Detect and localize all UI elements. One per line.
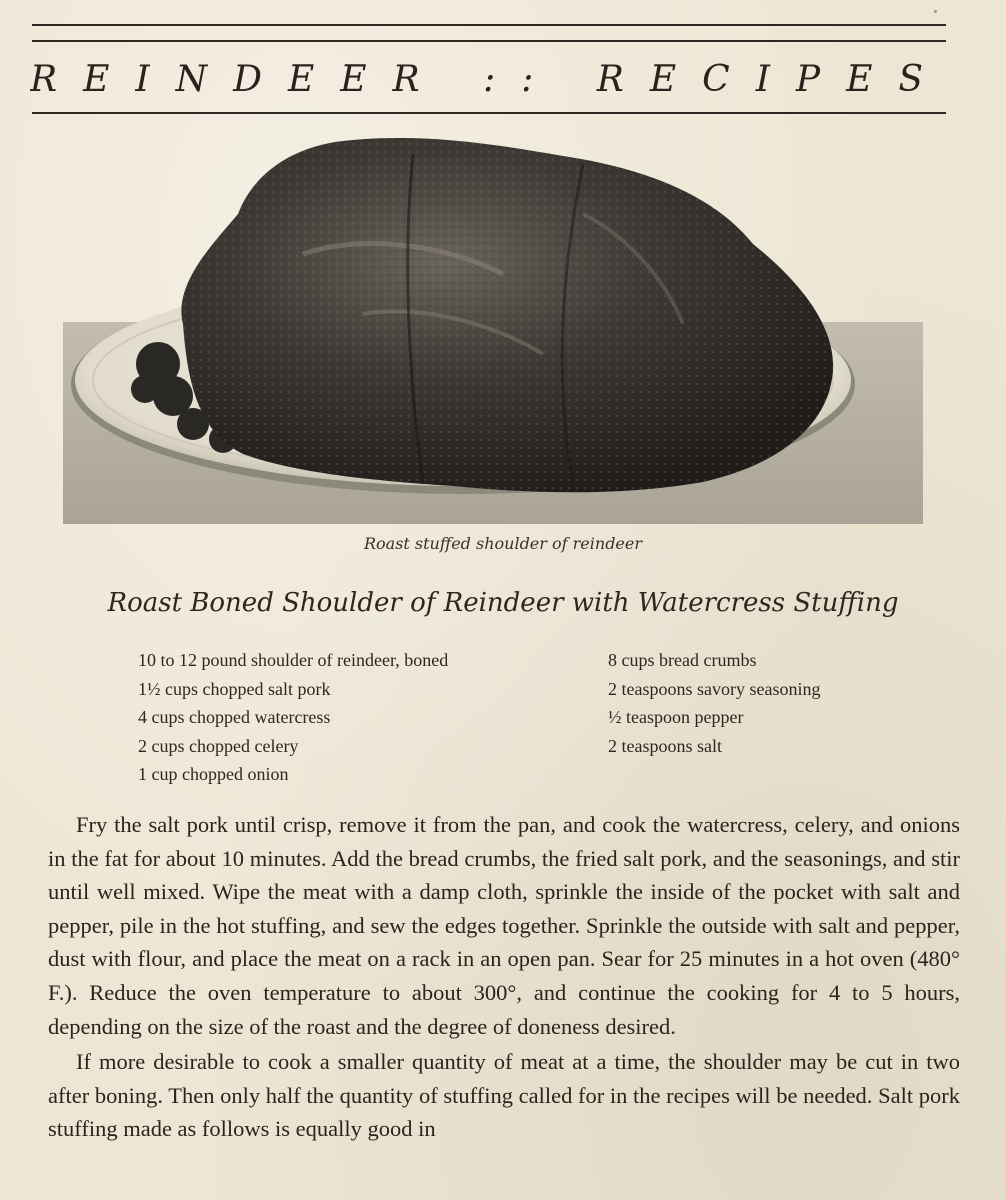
- ingredient-item: 1 cup chopped onion: [138, 764, 289, 784]
- ingredient-item: ½ teaspoon pepper: [608, 707, 744, 727]
- instruction-paragraph: If more desirable to cook a smaller quantity of meat at a time, the shoulder may be cut in two after boning. Then only half the quantity of stuffing called for in the recipes will be needed. Salt pork stuffing made as follows is equally good in: [48, 1049, 960, 1142]
- roast-photo: [63, 134, 923, 526]
- header-rule-bottom: [32, 112, 946, 114]
- instruction-paragraph: Fry the salt pork until crisp, remove it from the pan, and cook the watercress, celery, and onions in the fat for about 10 minutes. Add the bread crumbs, the fried salt pork, and the seasonings, and stir until well mixed. Wipe the meat with a damp cloth, sprinkle the inside of the pocket with salt and pepper, pile in the hot stuffing, and sew the edges together. Sprinkle the outside with salt and pepper, dust with flour, and place the meat on a rack in an open pan. Sear for 25 minutes in a hot oven (480° F.). Reduce the oven temperature to about 300°, and continue the cooking for 4 to 5 hours, depending on the size of the roast and the degree of doneness desired.: [48, 812, 960, 1039]
- ingredient-item: 2 teaspoons salt: [608, 735, 722, 756]
- print-speck: [934, 10, 937, 13]
- roast-texture: [181, 138, 833, 492]
- recipe-title: Roast Boned Shoulder of Reindeer with Watercress Stuffing: [107, 588, 899, 618]
- ingredient-item: 2 cups chopped celery: [138, 735, 299, 756]
- ingredient-item: 2 teaspoons savory seasoning: [608, 678, 821, 699]
- ingredient-item: 1½ cups chopped salt pork: [138, 678, 331, 699]
- ingredient-item: 4 cups chopped watercress: [138, 707, 331, 727]
- header-rule-top: [32, 24, 946, 26]
- ingredient-list-left: [138, 646, 448, 789]
- header-rule-middle: [32, 40, 946, 42]
- recipe-instructions: [48, 808, 960, 1146]
- page-title: REINDEER :: RECIPES: [30, 59, 950, 100]
- ingredient-item: 10 to 12 pound shoulder of reindeer, boned: [138, 650, 449, 670]
- ingredient-list-right: [608, 646, 820, 760]
- ingredient-item: 8 cups bread crumbs: [608, 650, 757, 670]
- photo-caption: Roast stuffed shoulder of reindeer: [363, 534, 643, 553]
